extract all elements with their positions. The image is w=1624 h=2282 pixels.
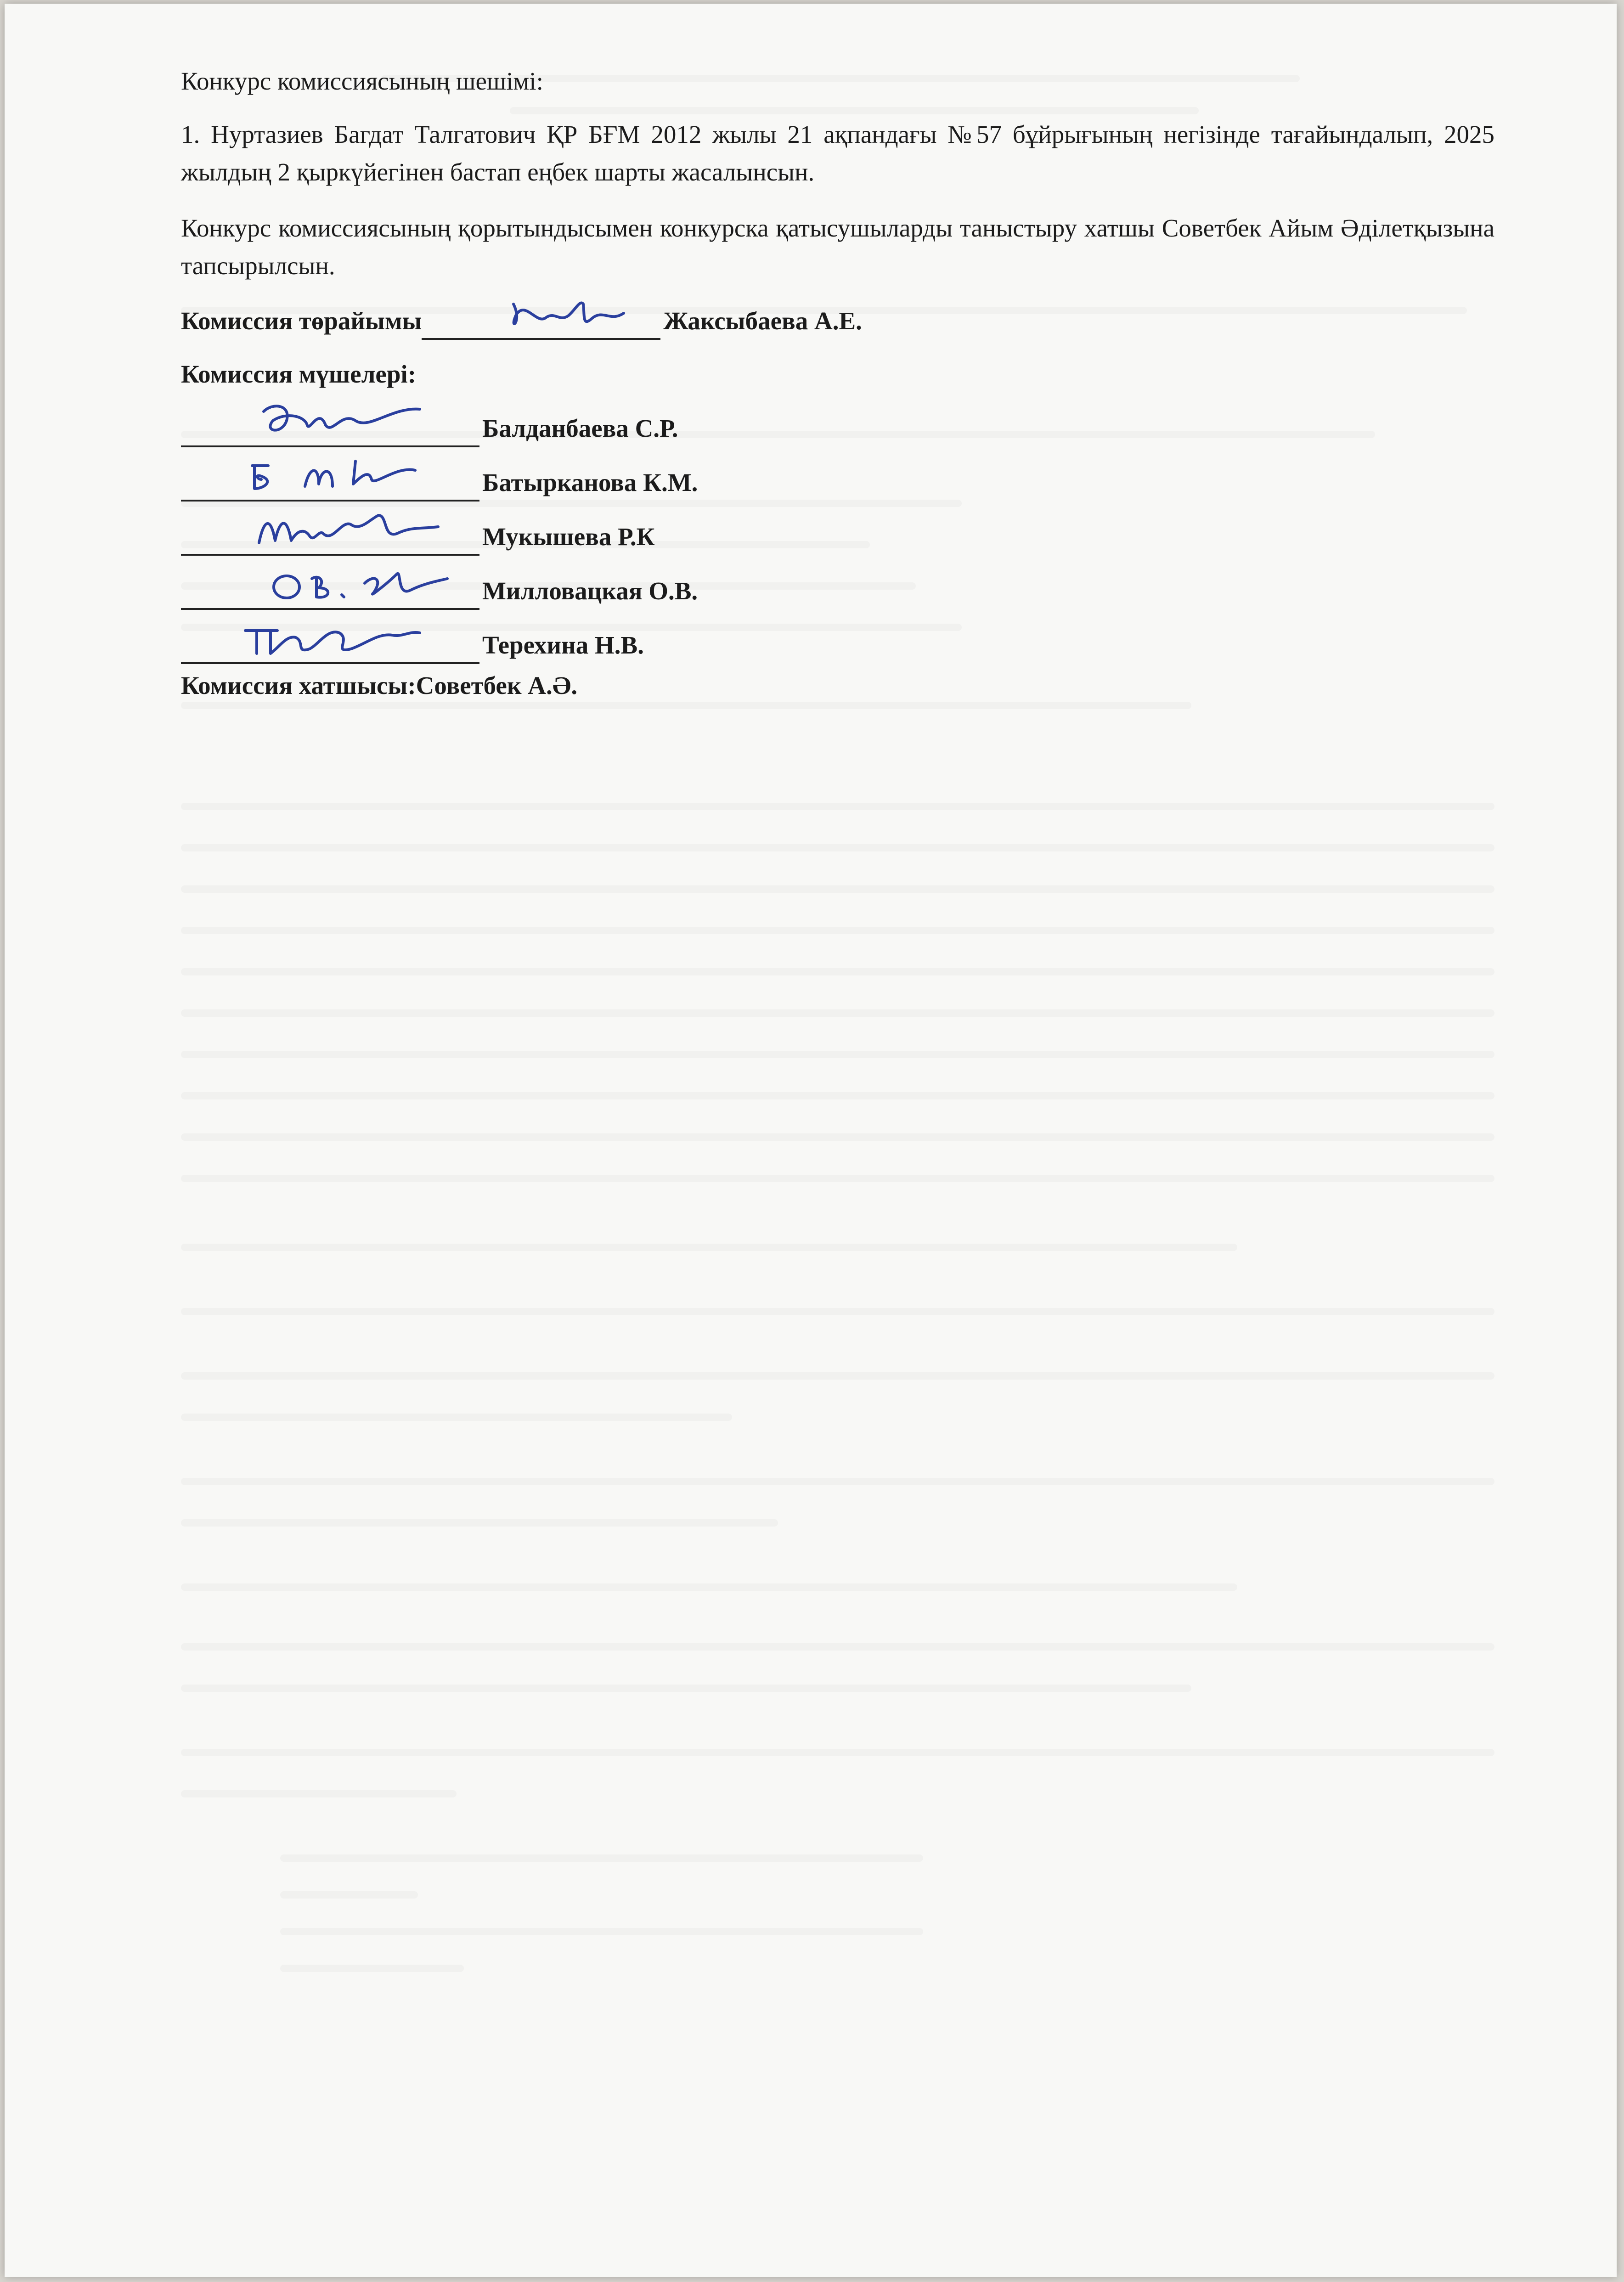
decision-item-1: 1. Нуртазиев Багдат Талгатович ҚР БҒМ 2012 жылы 21 ақпандағы №57 бұйрығының негізінде тағайындалып, 2025 жылдың 2 қыркүйегінен бастап еңбек шарты жасалынсын. bbox=[181, 120, 1494, 186]
member-signature bbox=[181, 501, 479, 557]
member-row bbox=[181, 501, 1494, 556]
member-signature bbox=[181, 447, 479, 502]
member-signature bbox=[181, 393, 479, 448]
members-label: Комиссия мүшелері: bbox=[181, 360, 417, 388]
document-body bbox=[181, 62, 1494, 704]
chair-name: Жаксыбаева А.Е. bbox=[663, 307, 862, 335]
member-signature bbox=[181, 556, 479, 611]
member-name: Мукышева Р.К bbox=[482, 523, 655, 551]
document-page bbox=[5, 4, 1617, 2277]
chair-signature-line bbox=[422, 305, 660, 340]
member-signature-line bbox=[181, 629, 479, 664]
member-name: Балданбаева С.Р. bbox=[482, 414, 678, 442]
member-row bbox=[181, 447, 1494, 501]
chair-signature-row bbox=[181, 285, 1494, 340]
member-name: Милловацкая О.В. bbox=[482, 577, 698, 605]
member-row bbox=[181, 393, 1494, 447]
chair-signature bbox=[422, 290, 660, 341]
member-row bbox=[181, 610, 1494, 664]
member-signature-line bbox=[181, 467, 479, 501]
member-signature-line bbox=[181, 412, 479, 447]
decision-heading: Конкурс комиссиясының шешімі: bbox=[181, 67, 543, 95]
member-signature bbox=[181, 610, 479, 665]
member-name: Батырканова К.М. bbox=[482, 468, 698, 496]
member-signature-line bbox=[181, 521, 479, 556]
member-name: Терехина Н.В. bbox=[482, 631, 644, 659]
chair-label: Комиссия төрайымы bbox=[181, 307, 422, 335]
secretary-instruction: Конкурс комиссиясының қорытындысымен конкурска қатысушыларды таныстыру хатшы Советбек Айым Әділетқызына тапсырылсын. bbox=[181, 214, 1494, 280]
commission-secretary: Комиссия хатшысы:Советбек А.Ә. bbox=[181, 671, 578, 699]
member-row bbox=[181, 556, 1494, 610]
member-signature-line bbox=[181, 575, 479, 610]
